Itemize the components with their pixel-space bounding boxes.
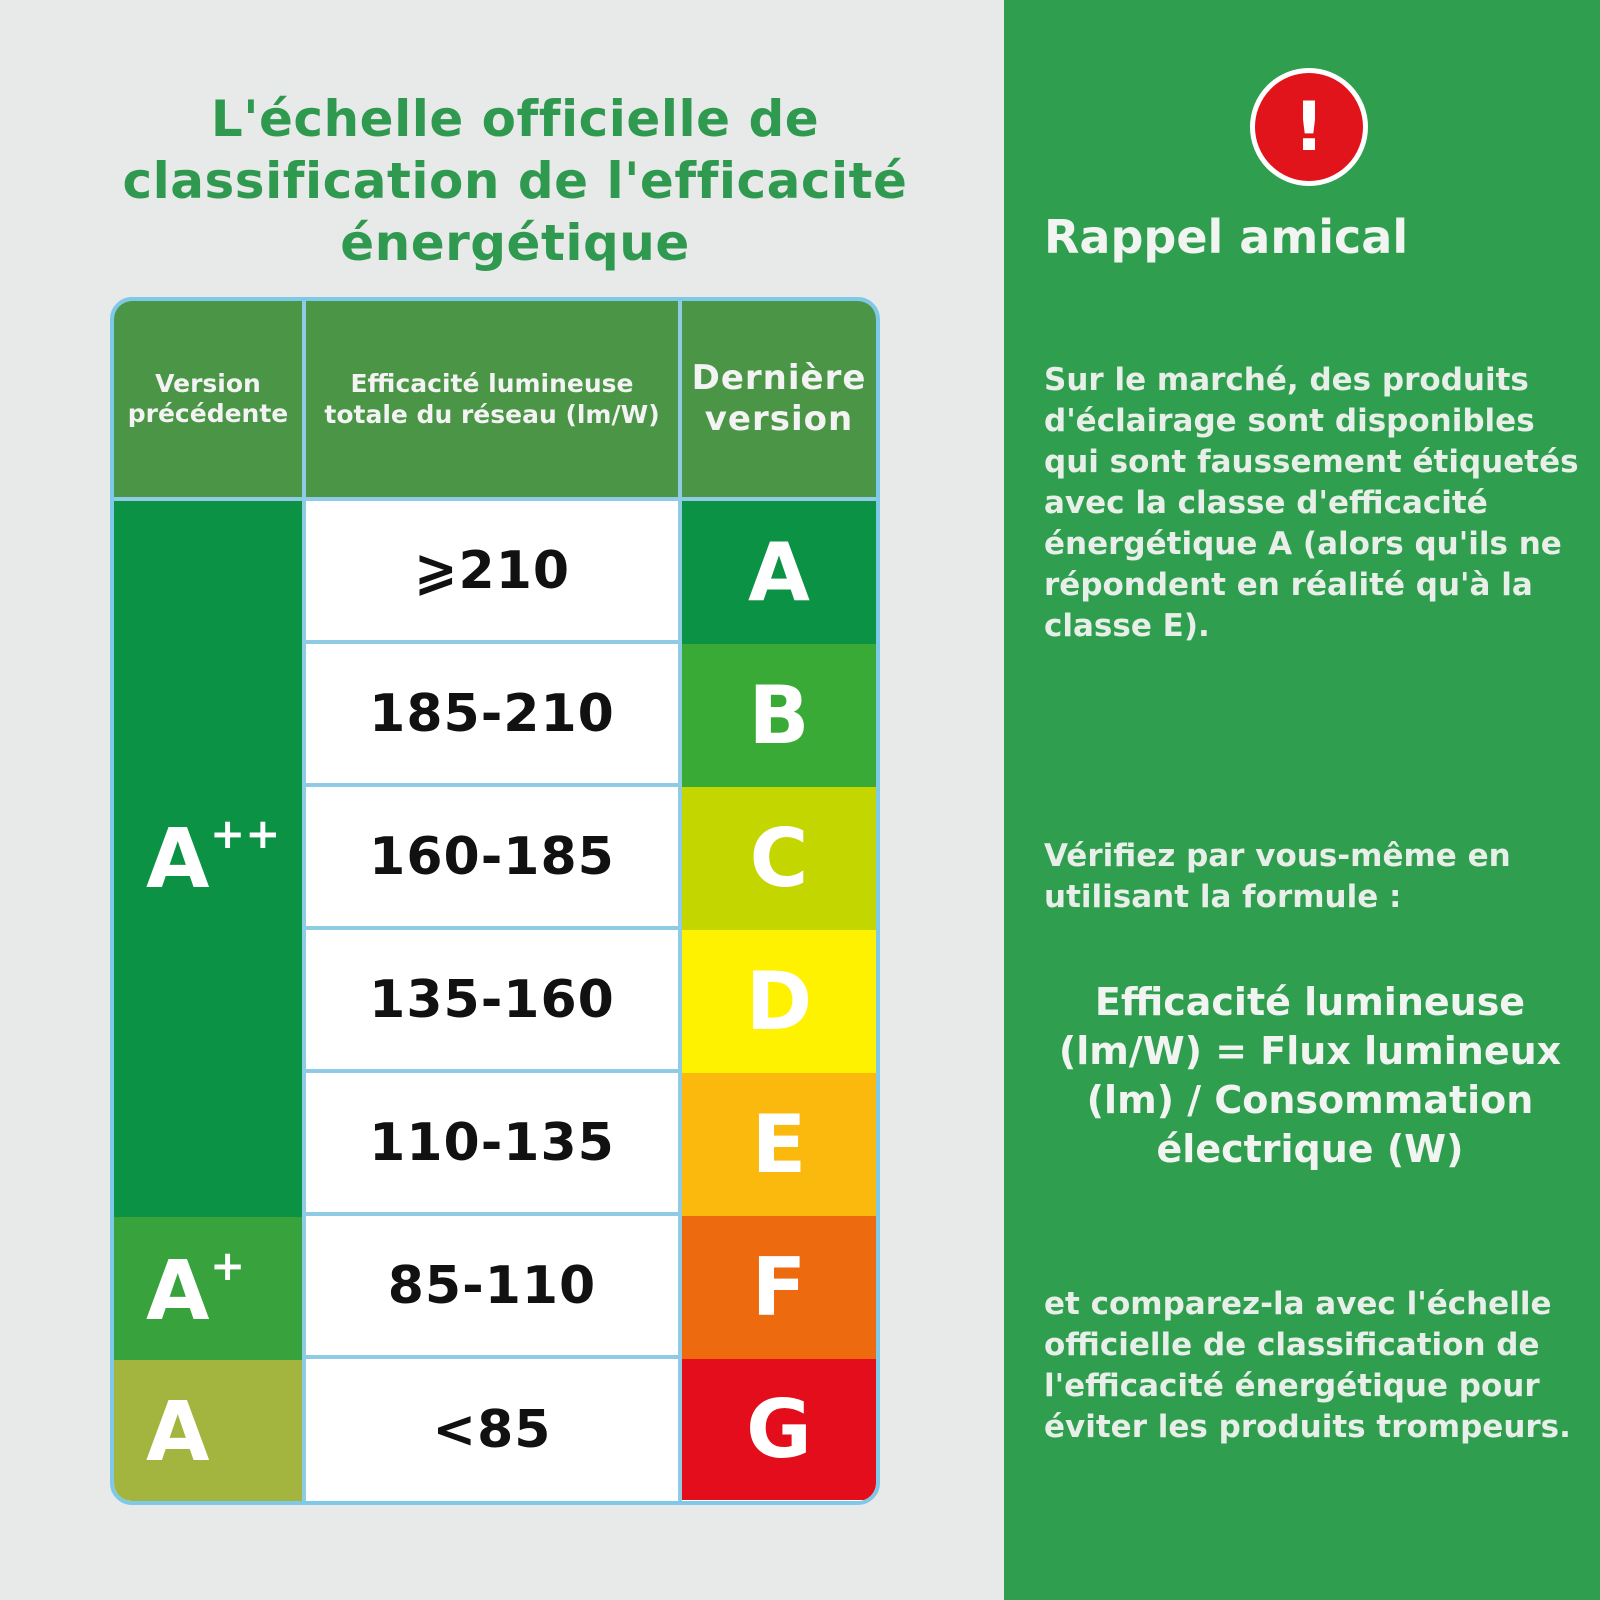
previous-class-label: A (146, 1385, 210, 1480)
header-efficacy: Efficacité lumineuse totale du réseau (lm/W) (306, 301, 678, 497)
header-previous-version: Version précédente (114, 301, 302, 497)
efficacy-range-cell: 185-210 (306, 644, 678, 783)
energy-class-cell: D (682, 930, 876, 1073)
previous-class-label: A (146, 812, 210, 907)
efficacy-range-cell: 135-160 (306, 930, 678, 1069)
efficacy-range-cell: 110-135 (306, 1073, 678, 1212)
previous-class-a (114, 1360, 302, 1501)
reminder-panel (1004, 0, 1600, 1600)
efficacy-range-cell: ⩾210 (306, 501, 678, 640)
page-title: L'échelle officielle de classification de l'efficacité énergétique (122, 90, 908, 272)
header-latest-version: Dernière version (682, 301, 876, 497)
energy-class-cell: E (682, 1073, 876, 1216)
efficacy-range-cell: 160-185 (306, 787, 678, 926)
energy-class-cell: F (682, 1216, 876, 1359)
reminder-title: Rappel amical (1044, 210, 1409, 264)
energy-class-cell: C (682, 787, 876, 930)
exclamation-icon: ! (1250, 68, 1368, 186)
energy-class-cell: A (682, 501, 876, 644)
previous-class-a-plus (114, 1217, 302, 1360)
previous-class-superscript: + (210, 1241, 246, 1290)
previous-class-label: A (146, 1244, 210, 1339)
reminder-paragraph-3: et comparez-la avec l'échelle officielle de classification de l'efficacité énergétique pour éviter les produits trompeurs. (1044, 1286, 1571, 1445)
previous-class-a-plus-plus (114, 501, 302, 1217)
energy-class-table (110, 297, 880, 1505)
efficacy-range-cell: 85-110 (306, 1216, 678, 1355)
reminder-paragraph-1: Sur le marché, des produits d'éclairage sont disponibles qui sont faussement étiquetés avec la classe d'efficacité énergétique A (alors qu'ils ne répondent en réalité qu'à la classe E). (1044, 362, 1579, 644)
previous-class-superscript: ++ (210, 809, 281, 858)
efficacy-range-cell: <85 (306, 1359, 678, 1500)
energy-class-cell: B (682, 644, 876, 787)
reminder-paragraph-2: Vérifiez par vous-même en utilisant la formule : (1044, 838, 1511, 915)
efficacy-formula: Efficacité lumineuse (lm/W) = Flux lumineux (lm) / Consommation électrique (W) (1058, 980, 1562, 1171)
energy-class-cell: G (682, 1359, 876, 1500)
